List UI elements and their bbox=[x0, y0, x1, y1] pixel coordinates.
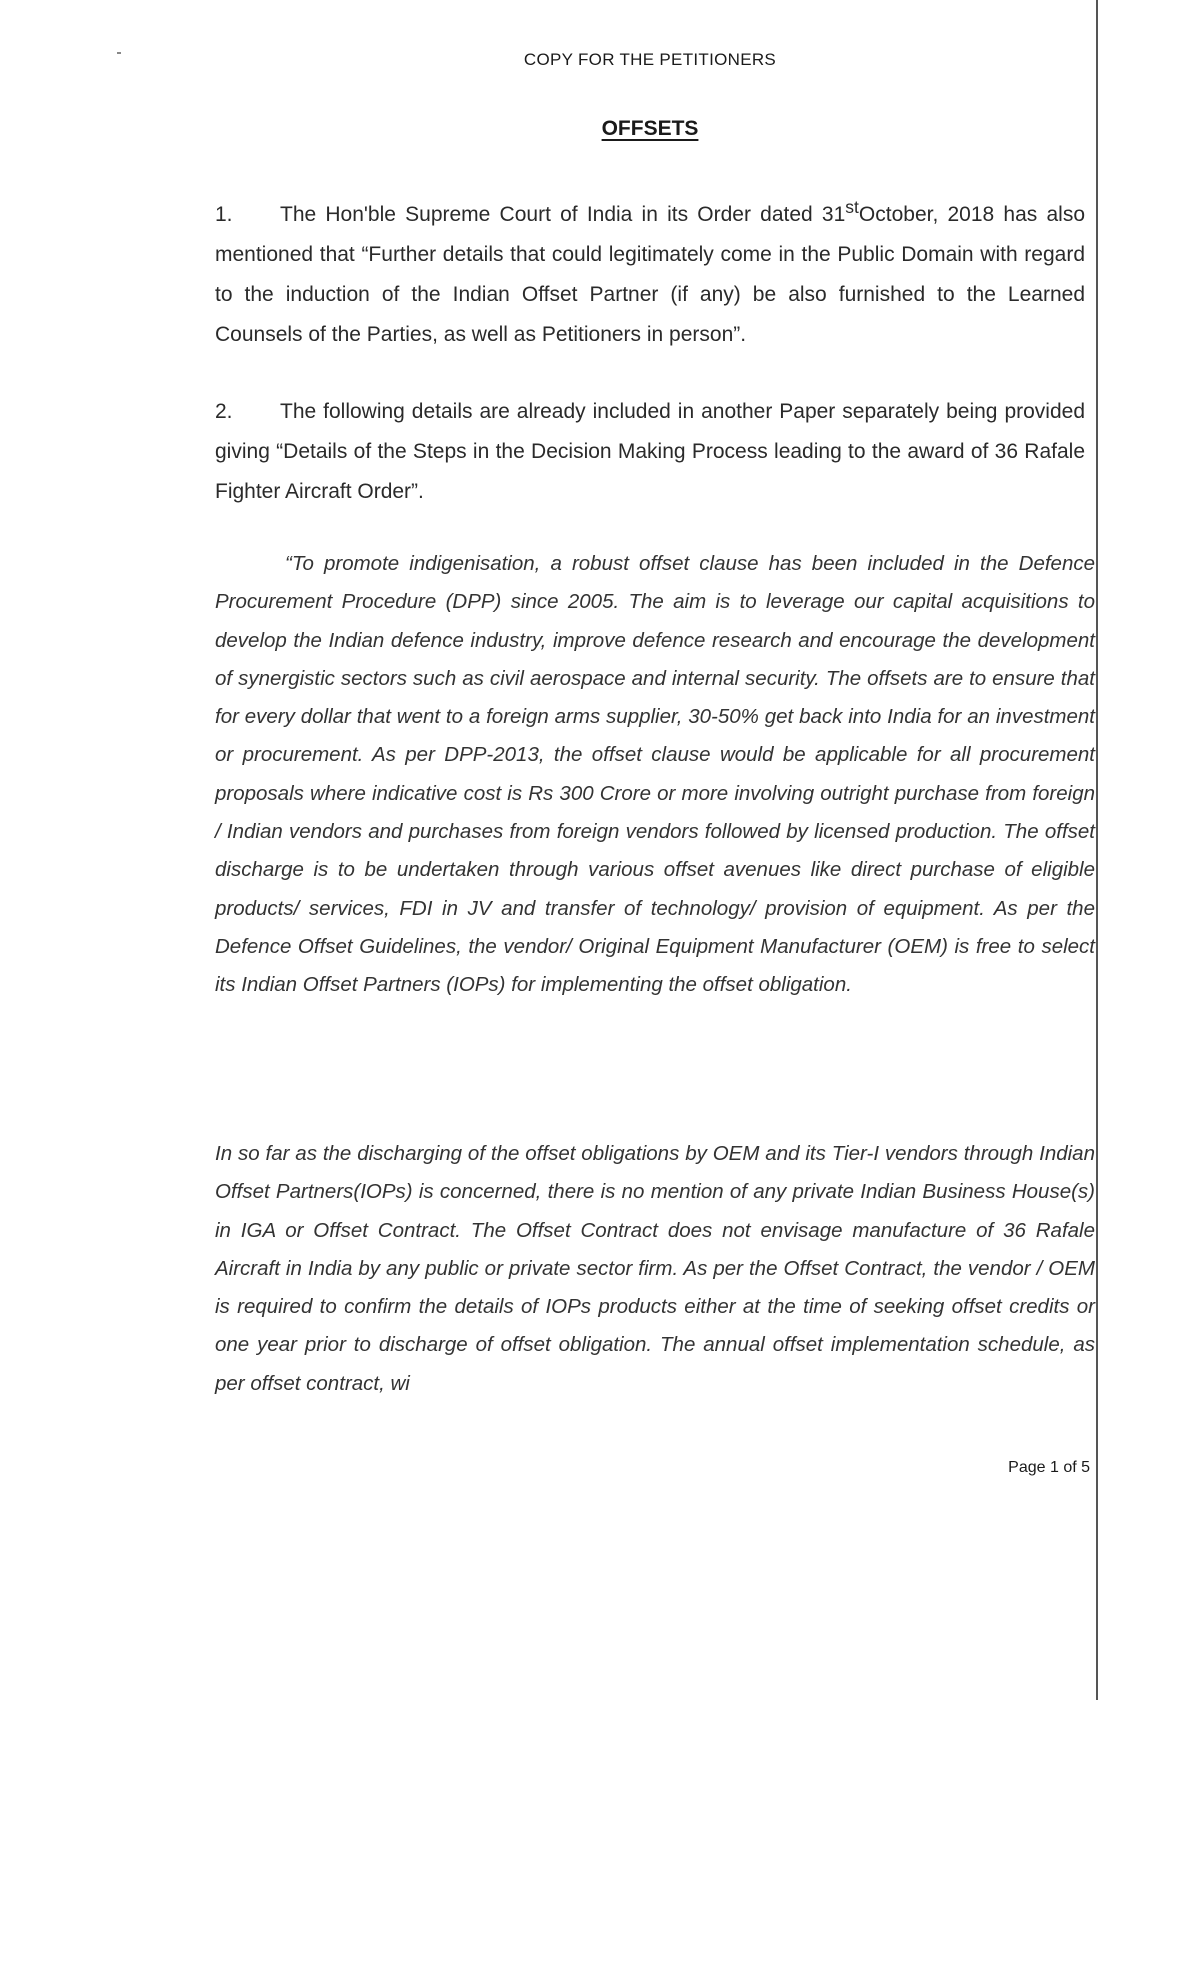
paragraph-text-continued: October, 2018 has also mentioned that “Further details that could legitimately come in the Public Domain with regard to the induction of the Indian Offset Partner (if any) be also furnished to the Learned Counsels of the Parties, as well as Petitioners in person”. bbox=[215, 203, 1085, 346]
paragraph-text: The Hon'ble Supreme Court of India in its Order dated 31 bbox=[280, 203, 846, 226]
quoted-paragraph-1: “To promote indigenisation, a robust offset clause has been included in the Defence Procurement Procedure (DPP) since 2005. The aim is to leverage our capital acquisitions to develop the Indian defence industry, improve defence research and encourage the development of synergistic sectors such as civil aerospace and internal security. The offsets are to ensure that for every dollar that went to a foreign arms supplier, 30-50% get back into India for an investment or procurement. As per DPP-2013, the offset clause would be applicable for all procurement proposals where indicative cost is Rs 300 Crore or more involving outright purchase from foreign / Indian vendors and purchases from foreign vendors followed by licensed production. The offset discharge is to be undertaken through various offset avenues like direct purchase of eligible products/ services, FDI in JV and transfer of technology/ provision of equipment. As per the Defence Offset Guidelines, the vendor/ Original Equipment Manufacturer (OEM) is free to select its Indian Offset Partners (IOPs) for implementing the offset obligation. bbox=[215, 552, 1095, 997]
paragraph-number: 1. bbox=[215, 203, 233, 226]
superscript: st bbox=[845, 197, 859, 217]
page-edge-line bbox=[1096, 0, 1098, 1700]
paragraph-number: 2. bbox=[215, 400, 233, 423]
copy-label: COPY FOR THE PETITIONERS bbox=[523, 50, 777, 69]
paragraph-text: The following details are already included in another Paper separately being provided giving “Details of the Steps in the Decision Making Process leading to the award of 36 Rafale Fighter Aircraft Order”. bbox=[215, 400, 1085, 503]
paragraph-2 bbox=[215, 392, 1085, 512]
quoted-paragraph-2: In so far as the discharging of the offset obligations by OEM and its Tier-I vendors through Indian Offset Partners(IOPs) is concerned, there is no mention of any private Indian Business House(s) in IGA or Offset Contract. The Offset Contract does not envisage manufacture of 36 Rafale Aircraft in India by any public or private sector firm. As per the Offset Contract, the vendor / OEM is required to confirm the details of IOPs products either at the time of seeking offset credits or one year prior to discharge of offset obligation. The annual offset implementation schedule, as per offset contract, wi bbox=[215, 1142, 1095, 1395]
page-number: Page 1 of 5 bbox=[1008, 1459, 1090, 1476]
paragraph-1 bbox=[215, 187, 1085, 355]
page-title: OFFSETS bbox=[601, 117, 699, 140]
